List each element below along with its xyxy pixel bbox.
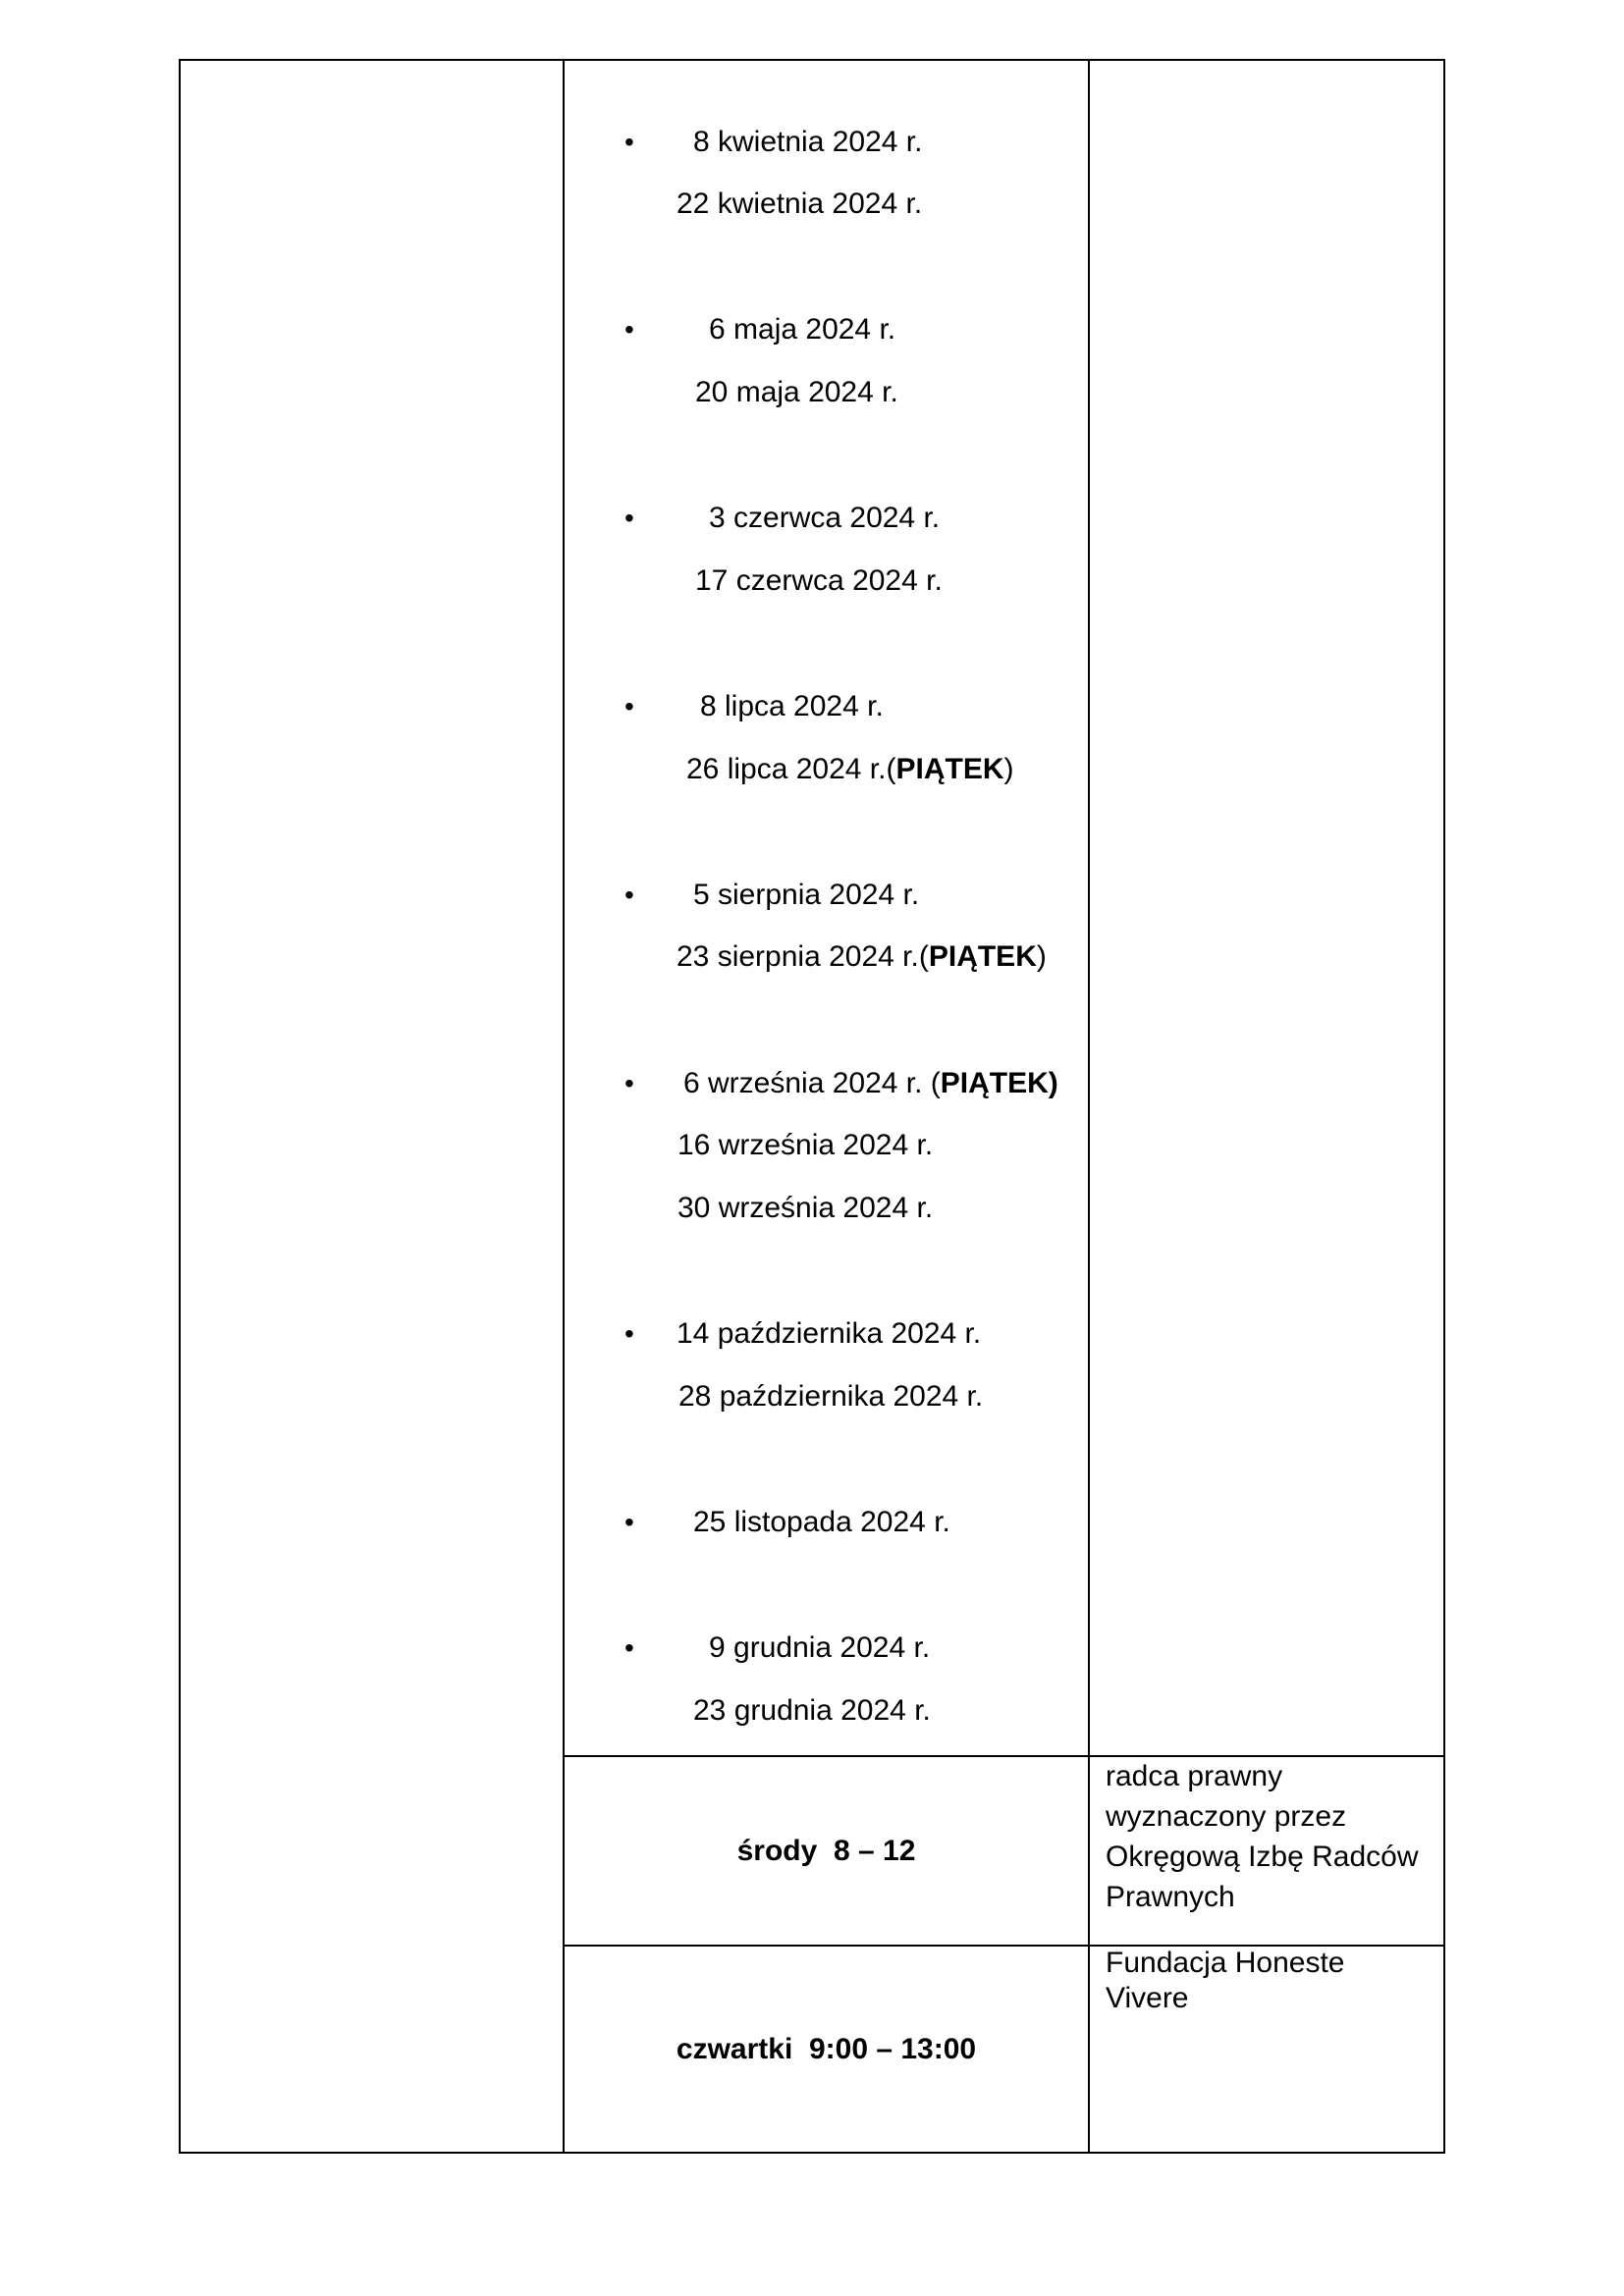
table-bottom-border xyxy=(179,2152,1445,2154)
table-col2-divider xyxy=(1088,59,1090,2154)
date-text-close: ) xyxy=(1036,940,1047,973)
date-item: 28 października 2024 r. xyxy=(678,1380,984,1413)
date-text-close: ) xyxy=(1003,753,1014,785)
weekday-label: PIĄTEK xyxy=(895,753,1004,785)
date-item: 14 października 2024 r. xyxy=(677,1317,982,1350)
schedule-text: środy 8 – 12 xyxy=(736,1834,916,1867)
weekday-label: PIĄTEK xyxy=(928,940,1037,973)
date-item: 16 września 2024 r. xyxy=(677,1129,934,1161)
date-item xyxy=(677,939,1047,975)
table-right-border xyxy=(1443,59,1445,2154)
schedule-text: czwartki 9:00 – 13:00 xyxy=(676,2032,977,2065)
date-item: 30 września 2024 r. xyxy=(677,1192,934,1224)
date-item: 20 maja 2024 r. xyxy=(695,376,898,408)
date-item: 5 sierpnia 2024 r. xyxy=(693,879,920,911)
date-text: 26 lipca 2024 r.( xyxy=(686,753,896,785)
provider-line: Okręgową Izbę Radców xyxy=(1106,1841,1419,1873)
date-item: 8 lipca 2024 r. xyxy=(700,690,884,722)
bullet-icon: • xyxy=(624,691,634,721)
date-item: 22 kwietnia 2024 r. xyxy=(677,187,923,220)
date-text: 23 sierpnia 2024 r.( xyxy=(677,940,929,973)
date-item xyxy=(683,1066,1058,1101)
provider-line: Fundacja Honeste xyxy=(1106,1947,1345,1979)
provider-line: Prawnych xyxy=(1106,1881,1235,1913)
provider-line: Vivere xyxy=(1106,1982,1189,2014)
bullet-icon: • xyxy=(624,1507,634,1537)
bullet-icon: • xyxy=(624,880,634,910)
table-top-border xyxy=(179,59,1445,61)
bullet-icon: • xyxy=(624,1068,634,1098)
bullet-icon: • xyxy=(624,127,634,157)
bullet-icon: • xyxy=(624,314,634,345)
date-item: 25 listopada 2024 r. xyxy=(693,1506,950,1538)
bullet-icon: • xyxy=(624,1318,634,1349)
bullet-icon: • xyxy=(624,503,634,533)
date-text: 6 września 2024 r. ( xyxy=(683,1067,941,1099)
provider-line: wyznaczony przez xyxy=(1106,1800,1347,1833)
table-left-border xyxy=(179,59,181,2154)
date-item: 8 kwietnia 2024 r. xyxy=(693,126,923,158)
date-item: 3 czerwca 2024 r. xyxy=(709,502,941,534)
date-item: 17 czerwca 2024 r. xyxy=(695,564,943,597)
row3-schedule-cell xyxy=(565,1947,1088,2152)
row2-schedule-cell xyxy=(565,1757,1088,1945)
weekday-label: PIĄTEK) xyxy=(940,1067,1058,1099)
provider-line: radca prawny xyxy=(1106,1760,1283,1792)
date-item: 23 grudnia 2024 r. xyxy=(693,1694,931,1727)
date-item: 9 grudnia 2024 r. xyxy=(709,1631,931,1664)
date-item xyxy=(686,752,1014,787)
bullet-icon: • xyxy=(624,1632,634,1663)
date-item: 6 maja 2024 r. xyxy=(709,313,896,346)
